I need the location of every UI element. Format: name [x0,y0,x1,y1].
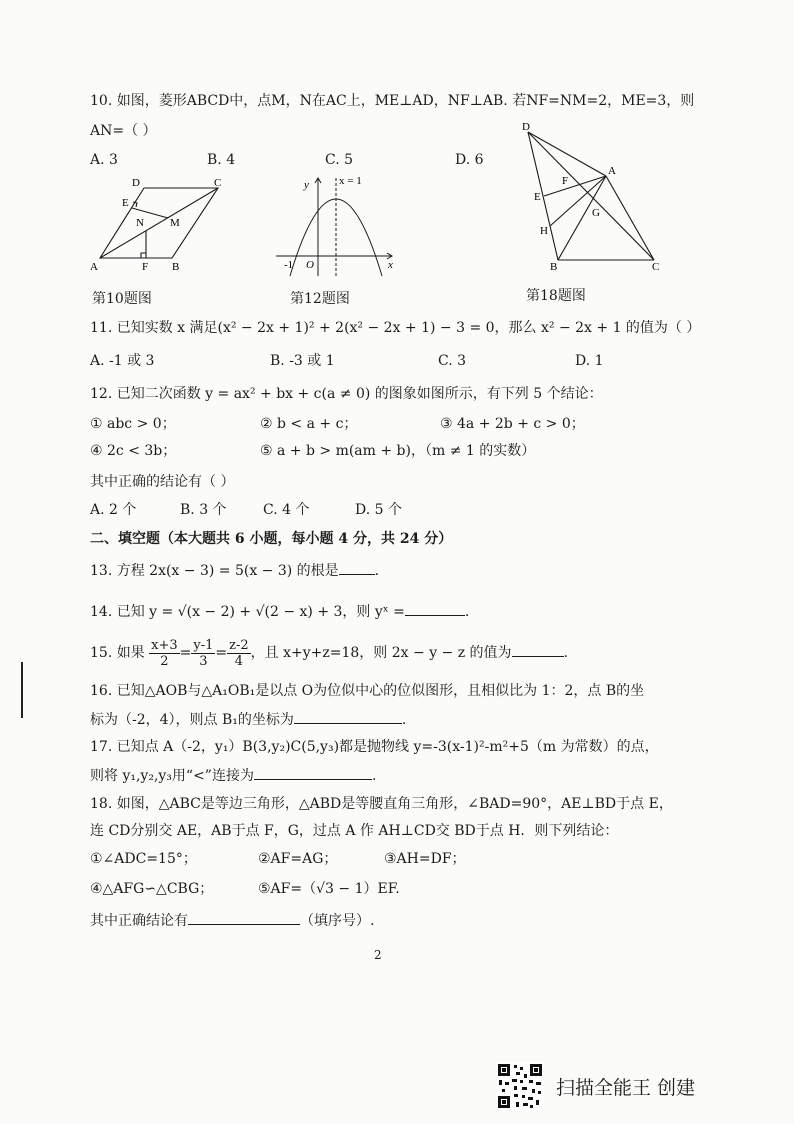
q14-text: 14. 已知 y = √(x − 2) + √(2 − x) + 3，则 yˣ = [90,604,405,620]
label-b: B [172,261,180,273]
q11-text: 11. 已知实数 x 满足(x² − 2x + 1)² + 2(x² − 2x + 1) − 3 = 0，那么 x² − 2x + 1 的值为（ ） [90,320,701,336]
q14-line [90,601,469,621]
q17-text: 则将 y₁,y₂,y₃用“<”连接为 [90,768,254,784]
q16-line1: 16. 已知△AOB与△A₁OB₁是以点 O为位似中心的位似图形，且相似比为 1：2，点 B的坐 [90,683,645,699]
segment-da [528,132,606,176]
q10-option-b: B. 4 [207,152,236,168]
figure-18-caption: 第18题图 [526,288,586,304]
q15-text-mid: ，且 x+y+z=18，则 2x − y − z 的值为 [250,645,512,661]
scan-edge-mark [21,662,23,718]
q12-ask: 其中正确的结论有（ ） [90,474,235,490]
figure-10 [86,174,246,278]
q17-line1: 17. 已知点 A（-2，y₁）B(3,y₂)C(5,y₃)都是抛物线 y=-3(x-1)²-m²+5（m 为常数）的点， [90,739,659,755]
q15-fraction-3-numerator: z-2 [229,637,249,653]
q18-conclusion-5: ⑤AF=（√3 − 1）EF. [258,881,400,897]
q16-end: . [401,712,407,728]
figure-10-caption: 第10题图 [92,291,152,307]
q11-option-b: B. -3 或 1 [270,353,335,369]
q17-answer-blank[interactable] [254,765,372,780]
q15-fraction-1-numerator: x+3 [151,637,178,653]
q15-fraction-2-numerator: y-1 [193,637,214,653]
q18-conclusion-1: ①∠ADC=15°； [90,851,197,867]
qr-code-icon [496,1062,544,1110]
q10-option-a: A. 3 [90,152,118,168]
q12-option-d: D. 5 个 [355,502,402,518]
q12-option-a: A. 2 个 [90,502,137,518]
q12-conclusion-3: ③ 4a + 2b + c > 0； [440,416,585,432]
page-number: 2 [374,948,382,962]
q18-ask-end: （填序号）. [300,913,375,929]
label-d: D [132,177,140,189]
q12-text: 12. 已知二次函数 y = ax² + bx + c(a ≠ 0) 的图象如图所示，有下列 5 个结论： [90,386,603,402]
label-neg1: -1 [284,259,294,271]
q18-conclusion-2: ②AF=AG； [258,851,338,867]
label-m: M [170,217,180,229]
q15-line: 15. 如果 $\frac{x+3}{2}$ = $\frac{y-1}{3}$ = $\frac{z-2}{4}$ ，且 x+y+z=18，则 2x − y − z 的值为 . [90,637,569,669]
figure-12-caption: 第12题图 [290,291,350,307]
q12-conclusion-1: ① abc > 0； [90,416,176,432]
q18-line2: 连 CD分别交 AE，AB于点 F，G，过点 A 作 AH⊥CD交 BD于点 H．则下列结论： [90,823,619,839]
q17-line2 [90,765,376,785]
label-d: D [522,121,530,133]
q13-end: . [374,563,380,579]
figure-18 [514,120,674,272]
q12-conclusion-4: ④ 2c < 3b； [90,443,177,459]
q13-text: 13. 方程 2x(x − 3) = 5(x − 3) 的根是 [90,563,339,579]
q13-line [90,560,379,580]
q18-conclusion-3: ③AH=DF； [384,851,466,867]
q14-answer-blank[interactable] [405,601,465,616]
q10-option-d: D. 6 [455,152,484,168]
q11-option-a: A. -1 或 3 [90,353,155,369]
label-c: C [652,261,660,272]
q15-fraction-3 [227,638,251,669]
q10-option-c: C. 5 [325,152,354,168]
label-f: F [142,261,149,273]
label-h: H [540,225,548,237]
q15-end: . [563,645,569,661]
q10-line1: 10. 如图，菱形ABCD中，点M，N在AC上，ME⊥AD，NF⊥AB. 若NF=NM=2，ME=3，则 [90,93,695,109]
q12-conclusion-2: ② b < a + c； [260,416,358,432]
q15-fraction-1-denominator: 2 [160,653,169,669]
q18-ask-line [90,910,374,930]
q18-conclusion-4: ④△AFG∽△CBG； [90,881,214,897]
q15-text-start: 15. 如果 [90,645,145,661]
q11-option-c: C. 3 [438,353,467,369]
label-a: A [90,261,98,273]
q18-line1: 18. 如图，△ABC是等边三角形，△ABD是等腰直角三角形，∠BAD=90°，AE⊥BD于点 E， [90,796,673,812]
q12-option-c: C. 4 个 [263,502,310,518]
label-b: B [550,261,558,272]
label-axis: x = 1 [339,175,362,187]
q15-fraction-3-denominator: 4 [234,653,244,669]
label-g: G [592,207,600,219]
scanner-watermark: 扫描全能王 创建 [556,1077,696,1099]
right-angle-mark-f [141,253,146,258]
label-a: A [608,165,616,177]
label-n: N [136,217,144,229]
q17-end: . [371,768,377,784]
q16-answer-blank[interactable] [294,709,402,724]
label-f: F [562,175,569,187]
q18-answer-blank[interactable] [188,910,300,925]
q15-fraction-2-denominator: 3 [199,653,208,669]
q15-fraction-2 [191,638,215,669]
figure-12 [272,172,398,280]
q12-option-b: B. 3 个 [180,502,227,518]
q12-conclusion-5: ⑤ a + b > m(am + b)，（m ≠ 1 的实数） [260,443,536,459]
q15-fraction-1 [149,638,180,669]
label-e: E [534,191,541,203]
q14-end: . [464,604,470,620]
segment-db [528,132,558,260]
q16-line2 [90,709,406,729]
label-e: E [122,197,129,209]
q15-answer-blank[interactable] [512,642,564,657]
label-origin: O [306,259,314,271]
section-2-title: 二、填空题（本大题共 6 小题，每小题 4 分，共 24 分） [90,531,453,547]
q13-answer-blank[interactable] [339,560,375,575]
label-x: x [388,259,393,271]
label-y: y [304,179,309,191]
q18-ask: 其中正确结论有 [90,913,188,929]
q11-option-d: D. 1 [575,353,604,369]
q16-text: 标为（-2，4），则点 B₁的坐标为 [90,712,294,728]
segment-dc [528,132,654,260]
q10-line2: AN=（ ） [90,123,157,139]
label-c: C [214,177,222,189]
diagonal-ac [100,188,218,258]
